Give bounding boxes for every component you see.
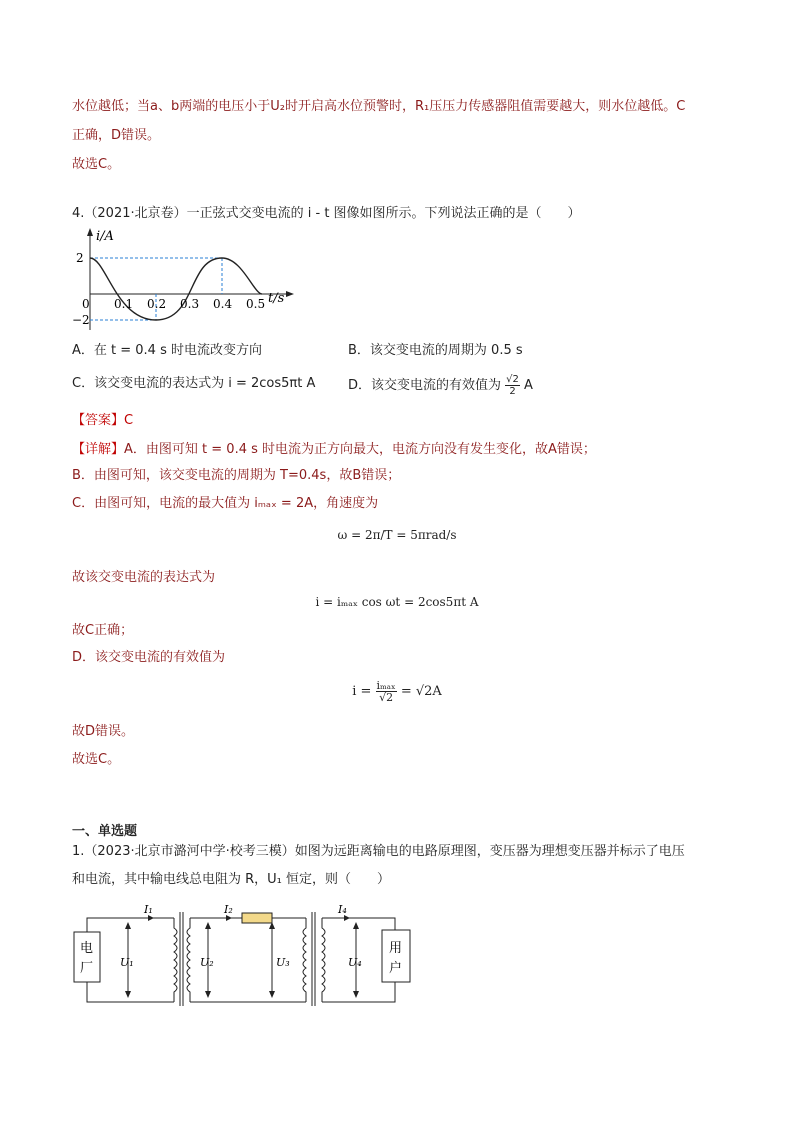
eq3-rhs: = √2A [400,684,442,699]
label-I1: I₁ [144,903,153,916]
x-tick-2: 0.2 [147,297,167,311]
label-I4: I₄ [338,903,347,916]
detail-d: D．该交变电流的有效值为 [72,650,226,665]
detail-heading: 【详解】 [72,442,125,457]
option-d [348,374,533,397]
equation-expression: i = iₘₐₓ cos ωt = 2cos5πt A [315,595,479,609]
plant-char-1: 电 [80,941,94,956]
option-a: A．在 t = 0.4 s 时电流改变方向 [72,343,262,358]
sine-graph [72,226,302,336]
x-tick-5: 0.5 [246,297,266,311]
eq3-denominator: √2 [379,691,394,704]
label-U3: U₃ [276,956,290,969]
origin-label: 0 [82,297,90,311]
detail-a [72,440,596,460]
q1-line2: 和电流，其中输电线总电阻为 R，U₁ 恒定，则（ ） [72,872,391,887]
circuit-diagram [72,898,428,1010]
section-title: 一、单选题 [72,824,138,839]
detail-a-text: A．由图可知 t = 0.4 s 时电流为正方向最大，电流方向没有发生变化，故A错误； [124,442,596,457]
option-d-unit: A [524,378,533,393]
equation-effective [0,680,794,703]
prev-text-line3: 故选C。 [72,157,121,172]
answer-label: 【答案】C [72,413,134,428]
option-d-text: D．该交变电流的有效值为 [348,378,502,393]
detail-c2: 故该交变电流的表达式为 [72,570,216,585]
option-d-fraction [505,374,520,397]
option-d-numerator: √2 [506,374,519,385]
user-char-2: 户 [389,961,403,976]
option-c: C．该交变电流的表达式为 i = 2cos5πt A [72,376,316,391]
prev-text-line1: 水位越低；当a、b两端的电压小于U₂时开启高水位预警时，R₁压压力传感器阻值需要越大，则水位越低。C [72,99,686,114]
eq3-lhs: i = [352,684,372,699]
label-U1: U₁ [120,956,134,969]
x-tick-4: 0.4 [213,297,233,311]
option-d-denominator: 2 [509,386,516,397]
prev-text-line2: 正确，D错误。 [72,128,161,143]
label-U4: U₄ [348,956,362,969]
q4-stem: 4.（2021·北京卷）一正弦式交变电流的 i - t 图像如图所示。下列说法正确的是（ ） [72,206,581,221]
option-b: B．该交变电流的周期为 0.5 s [348,343,523,358]
detail-c: C．由图可知，电流的最大值为 iₘₐₓ = 2A，角速度为 [72,496,379,511]
q1-line1: 1.（2023·北京市潞河中学·校考三模）如图为远距离输电的电路原理图，变压器为理想变压器并标示了电压 [72,844,685,859]
detail-d2: 故D错误。 [72,724,135,739]
x-tick-3: 0.3 [180,297,200,311]
eq3-fraction [376,680,397,703]
plant-char-2: 厂 [80,961,94,976]
label-U2: U₂ [200,956,214,969]
x-axis-label: t/s [268,291,285,306]
label-I2: I₂ [224,903,233,916]
equation-omega: ω = 2π/T = 5πrad/s [337,528,457,542]
x-tick-1: 0.1 [114,297,134,311]
eq3-numerator: iₘₐₓ [376,679,396,692]
final-answer: 故选C。 [72,752,121,767]
y-axis-label: i/A [96,229,114,244]
user-char-1: 用 [389,941,403,956]
y-tick-2: 2 [76,251,84,265]
y-tick-neg2: −2 [72,313,90,327]
detail-c3: 故C正确； [72,623,134,638]
detail-b: B．由图可知，该交变电流的周期为 T=0.4s，故B错误； [72,468,401,483]
